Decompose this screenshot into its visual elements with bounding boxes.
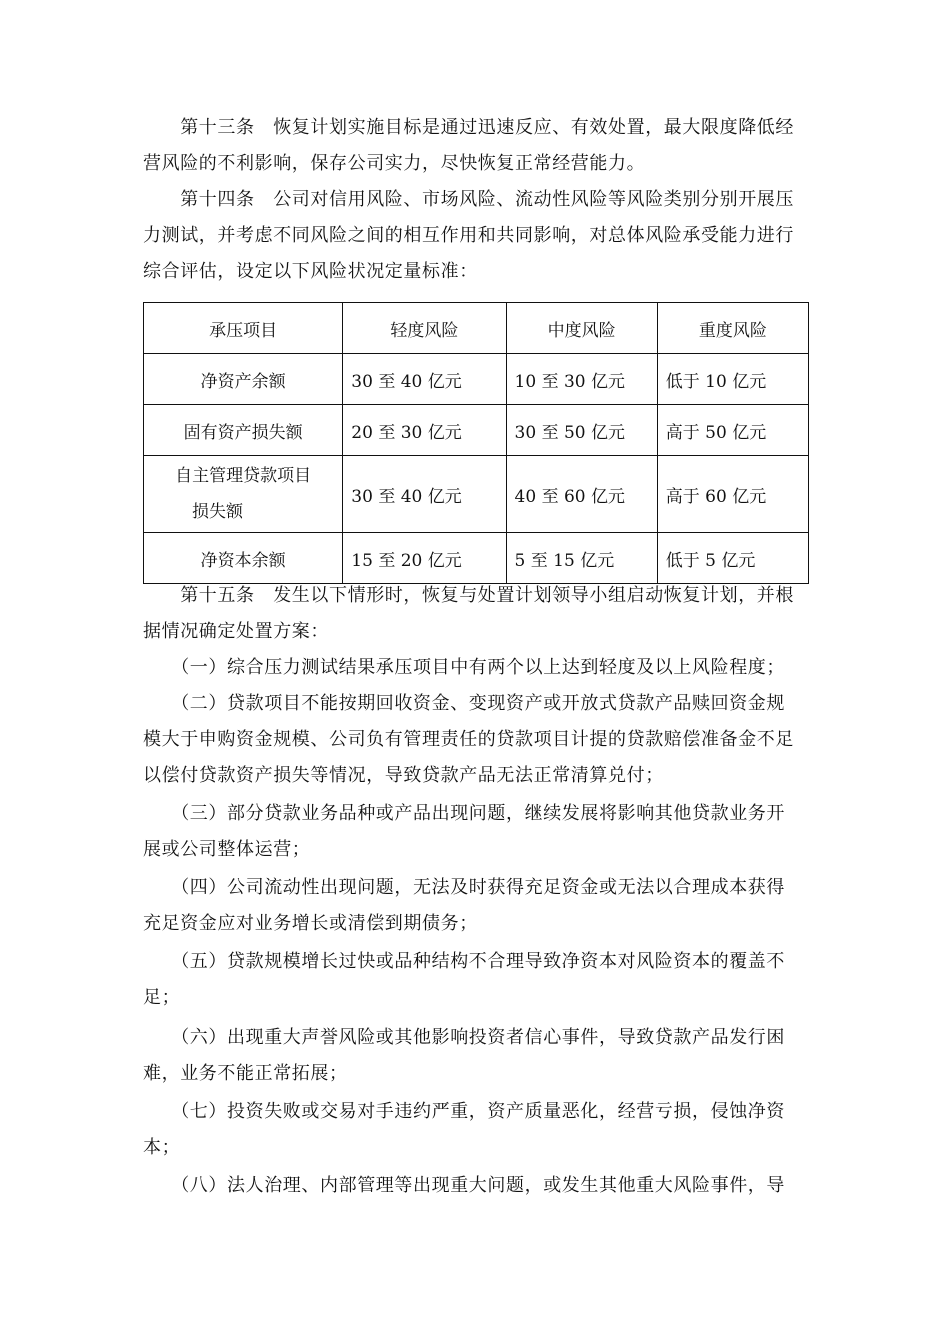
table-light-cell: 15 至 20 亿元 — [343, 533, 506, 584]
table-light-cell: 30 至 40 亿元 — [343, 456, 506, 533]
table-light-cell: 30 至 40 亿元 — [343, 354, 506, 405]
table-item-cell: 固有资产损失额 — [144, 405, 343, 456]
text-line: （六）出现重大声誉风险或其他影响投资者信心事件，导致贷款产品发行困 — [143, 1027, 785, 1048]
table-item-line: 自主管理贷款项目 — [175, 466, 312, 486]
table-header-cell: 承压项目 — [144, 303, 343, 354]
text-line: 本； — [143, 1137, 181, 1158]
text-line: 第十四条 公司对信用风险、市场风险、流动性风险等风险类别分别开展压 — [143, 189, 794, 210]
clause-5-paragraph — [143, 944, 809, 1016]
text-line: 综合评估，设定以下风险状况定量标准： — [143, 261, 478, 282]
table-row — [144, 456, 809, 533]
text-line: （四）公司流动性出现问题，无法及时获得充足资金或无法以合理成本获得 — [143, 877, 785, 898]
text-line: 难，业务不能正常拓展； — [143, 1063, 348, 1084]
risk-standard-table — [143, 302, 809, 584]
clause-2-paragraph — [143, 686, 809, 794]
table-row — [144, 405, 809, 456]
table-header-cell: 中度风险 — [506, 303, 657, 354]
clause-1-paragraph — [143, 650, 809, 686]
table-item-cell: 净资产余额 — [144, 354, 343, 405]
text-line: 据情况确定处置方案： — [143, 621, 329, 642]
clause-8-paragraph — [143, 1168, 809, 1204]
table-severe-cell: 低于 5 亿元 — [657, 533, 808, 584]
clause-4-paragraph — [143, 870, 809, 942]
text-line: 展或公司整体运营； — [143, 839, 311, 860]
table-severe-cell: 高于 50 亿元 — [657, 405, 808, 456]
table-item-line: 损失额 — [192, 502, 243, 522]
text-line: 营风险的不利影响，保存公司实力，尽快恢复正常经营能力。 — [143, 153, 646, 174]
text-line: 第十三条 恢复计划实施目标是通过迅速反应、有效处置，最大限度降低经 — [143, 117, 794, 138]
table-item-cell — [144, 456, 343, 533]
table-header-cell: 轻度风险 — [343, 303, 506, 354]
text-line: 第十五条 发生以下情形时，恢复与处置计划领导小组启动恢复计划，并根 — [143, 585, 794, 606]
table-header-cell: 重度风险 — [657, 303, 808, 354]
table-header-row — [144, 303, 809, 354]
table-row — [144, 533, 809, 584]
table-medium-cell: 10 至 30 亿元 — [506, 354, 657, 405]
clause-3-paragraph — [143, 796, 809, 868]
table-severe-cell: 低于 10 亿元 — [657, 354, 808, 405]
clause-7-paragraph — [143, 1094, 809, 1166]
text-line: （二）贷款项目不能按期回收资金、变现资产或开放式贷款产品赎回资金规 — [143, 693, 785, 714]
text-line: 以偿付贷款资产损失等情况，导致贷款产品无法正常清算兑付； — [143, 765, 664, 786]
table-item-cell: 净资本余额 — [144, 533, 343, 584]
article-14-paragraph — [143, 182, 809, 290]
article-13-paragraph — [143, 110, 809, 182]
text-line: （五）贷款规模增长过快或品种结构不合理导致净资本对风险资本的覆盖不 — [143, 951, 785, 972]
table-medium-cell: 5 至 15 亿元 — [506, 533, 657, 584]
table-severe-cell: 高于 60 亿元 — [657, 456, 808, 533]
text-line: 充足资金应对业务增长或清偿到期债务； — [143, 913, 478, 934]
text-line: （三）部分贷款业务品种或产品出现问题，继续发展将影响其他贷款业务开 — [143, 803, 785, 824]
table-medium-cell: 40 至 60 亿元 — [506, 456, 657, 533]
table-light-cell: 20 至 30 亿元 — [343, 405, 506, 456]
table-row — [144, 354, 809, 405]
text-line: （一）综合压力测试结果承压项目中有两个以上达到轻度及以上风险程度； — [143, 657, 785, 678]
text-line: 足； — [143, 987, 181, 1008]
text-line: （八）法人治理、内部管理等出现重大问题，或发生其他重大风险事件，导 — [143, 1175, 785, 1196]
text-line: 力测试，并考虑不同风险之间的相互作用和共同影响，对总体风险承受能力进行 — [143, 225, 794, 246]
table-medium-cell: 30 至 50 亿元 — [506, 405, 657, 456]
text-line: （七）投资失败或交易对手违约严重，资产质量恶化，经营亏损，侵蚀净资 — [143, 1101, 785, 1122]
clause-6-paragraph — [143, 1020, 809, 1092]
article-15-paragraph — [143, 578, 809, 650]
text-line: 模大于申购资金规模、公司负有管理责任的贷款项目计提的贷款赔偿准备金不足 — [143, 729, 794, 750]
